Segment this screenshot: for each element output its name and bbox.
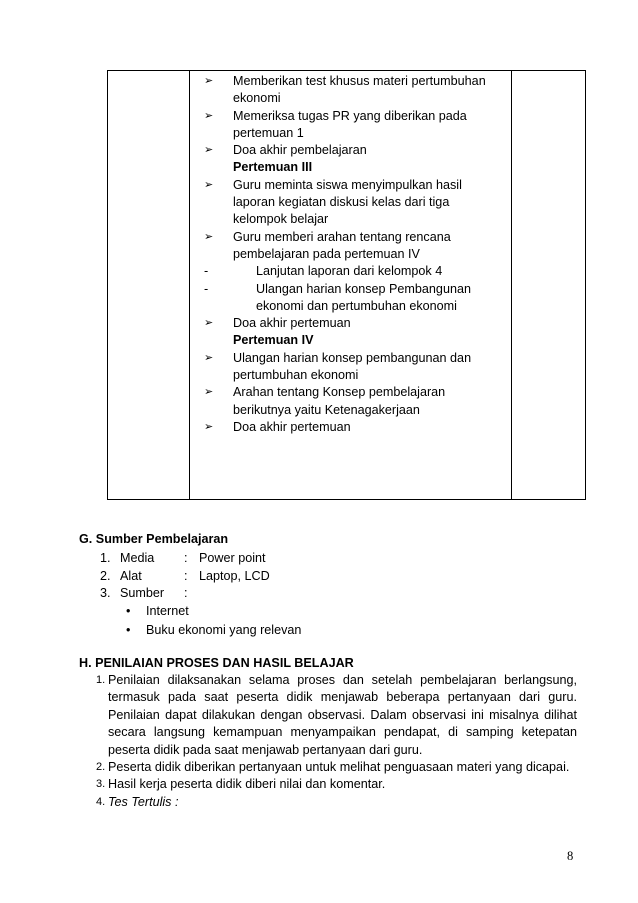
list-number: 2.: [100, 569, 111, 583]
arrow-bullet-icon: ➢: [204, 420, 214, 433]
bullet-icon: •: [126, 623, 131, 637]
arrow-bullet-icon: ➢: [204, 75, 214, 87]
table-row: [204, 73, 504, 108]
table-row: [204, 177, 504, 229]
arrow-bullet-icon: ➢: [204, 386, 214, 399]
list-number: 4.: [96, 795, 106, 808]
section-g-title: G. Sumber Pembelajaran: [79, 532, 229, 546]
activity-table: [107, 70, 586, 500]
list-colon: :: [184, 569, 188, 583]
bullet-text: Buku ekonomi yang relevan: [146, 623, 302, 637]
list-number: 3.: [96, 778, 106, 791]
meeting-heading: Pertemuan IV: [233, 333, 314, 348]
list-colon: :: [184, 586, 188, 600]
table-row: [204, 315, 504, 332]
table-row-text: Arahan tentang Konsep pembelajaran berikutnya yaitu Ketenagakerjaan: [233, 385, 446, 417]
list-number: 1.: [96, 674, 106, 686]
bullet-icon: •: [126, 604, 131, 618]
arrow-bullet-icon: ➢: [204, 109, 214, 122]
arrow-bullet-icon: ➢: [204, 351, 214, 364]
list-number: 2.: [96, 761, 106, 774]
arrow-bullet-icon: ➢: [204, 144, 214, 157]
list-item: [80, 759, 577, 776]
table-row-text: Doa akhir pembelajaran: [233, 143, 367, 158]
arrow-bullet-icon: ➢: [204, 178, 214, 191]
table-row-text: Guru memberi arahan tentang rencana pembelajaran pada pertemuan IV: [233, 229, 451, 261]
list-text: Hasil kerja peserta didik diberi nilai dan komentar.: [108, 777, 386, 792]
table-subitem-text: Lanjutan laporan dari kelompok 4: [256, 264, 443, 279]
table-row: [204, 419, 504, 436]
section-h-title: H. PENILAIAN PROSES DAN HASIL BELAJAR: [79, 656, 354, 670]
meeting-heading: Pertemuan III: [233, 160, 313, 175]
list-text: Peserta didik diberikan pertanyaan untuk melihat penguasaan materi yang dicapai.: [108, 760, 570, 775]
list-number: 1.: [100, 551, 111, 565]
table-row-text: Memberikan test khusus materi pertumbuhan ekonomi: [233, 74, 486, 106]
table-subitem: [204, 281, 504, 316]
table-subitem-text: Ulangan harian konsep Pembangunan ekonomi dan pertumbuhan ekonomi: [256, 281, 471, 313]
list-value: Power point: [199, 551, 266, 565]
list-label: Sumber: [120, 586, 165, 600]
list-item: [80, 794, 577, 811]
dash-marker: -: [204, 264, 209, 279]
page-number: 8: [567, 849, 574, 863]
table-row-text: Ulangan harian konsep pembangunan dan pertumbuhan ekonomi: [233, 350, 472, 383]
bullet-text: Internet: [146, 604, 189, 618]
list-colon: :: [184, 551, 188, 565]
table-row: [204, 350, 504, 385]
table-row: [204, 108, 504, 143]
table-column-divider: [511, 71, 512, 499]
table-row-text: Doa akhir pertemuan: [233, 419, 351, 434]
table-row-text: Memeriksa tugas PR yang diberikan pada pertemuan 1: [233, 108, 467, 140]
assessment-list: [80, 672, 577, 811]
arrow-bullet-icon: ➢: [204, 317, 214, 330]
table-row: [204, 229, 504, 264]
table-row: [204, 384, 504, 419]
table-row: [204, 142, 504, 159]
dash-marker: -: [204, 281, 209, 296]
table-subitem: [204, 263, 504, 280]
table-row-text: Guru meminta siswa menyimpulkan hasil laporan kegiatan diskusi kelas dari tiga kelompok belajar: [233, 177, 462, 227]
arrow-bullet-icon: ➢: [204, 230, 214, 243]
list-text: Penilaian dilaksanakan selama proses dan setelah pembelajaran berlangsung, termasuk pada saat peserta didik menjawab beberapa pertanyaan dari guru. Penilaian dapat dilakukan dengan observasi. Dalam observasi ini misalnya dilihat secara langsung kemampuan menyampaikan pendapat, di samping ketepatan peserta didik pada saat menjawab pertanyaan dari guru.: [108, 673, 577, 757]
list-number: 3.: [100, 586, 111, 600]
list-text: Tes Tertulis :: [108, 794, 179, 809]
list-item: [80, 776, 577, 793]
activity-cell: [204, 73, 504, 436]
list-value: Laptop, LCD: [199, 569, 270, 583]
table-column-divider: [189, 71, 190, 499]
list-label: Media: [120, 551, 155, 565]
list-label: Alat: [120, 569, 142, 583]
table-row-text: Doa akhir pertemuan: [233, 316, 351, 331]
list-item: [80, 672, 577, 759]
